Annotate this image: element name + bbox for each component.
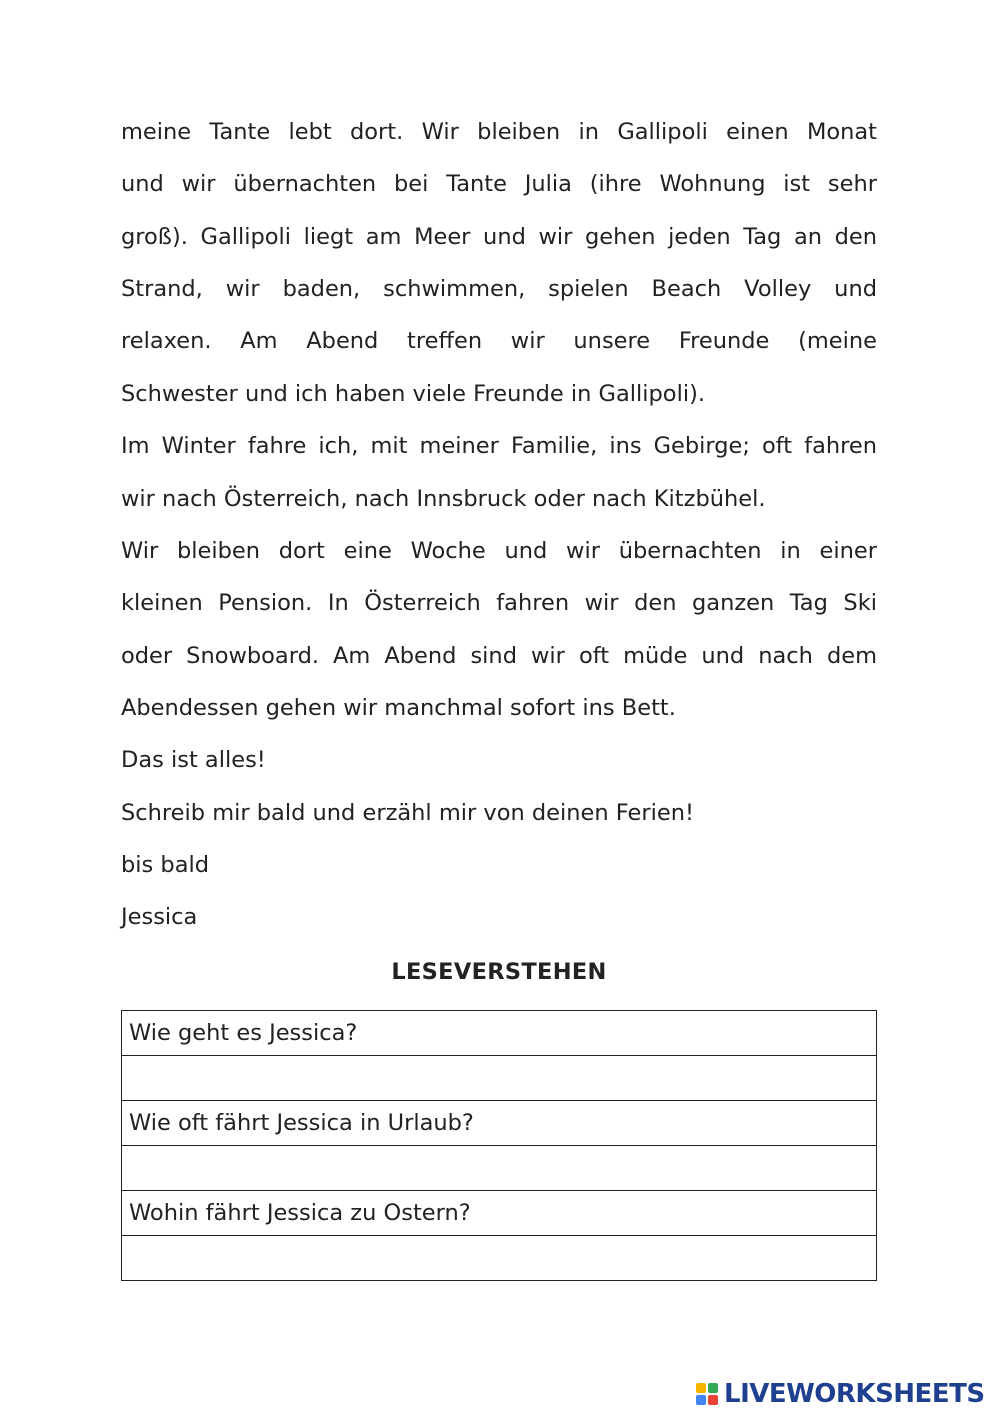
liveworksheets-logo bbox=[696, 1376, 985, 1412]
letter-line: relaxen. Am Abend treffen wir unsere Freunde (meine bbox=[121, 328, 877, 354]
section-title: LESEVERSTEHEN bbox=[391, 959, 607, 985]
letter-line: kleinen Pension. In Österreich fahren wir den ganzen Tag Ski bbox=[121, 590, 877, 616]
logo-text: LIVEWORKSHEETS bbox=[724, 1379, 985, 1409]
question-row bbox=[122, 1191, 877, 1236]
answer-field[interactable] bbox=[122, 1146, 877, 1191]
answer-row bbox=[122, 1056, 877, 1101]
letter-line: Im Winter fahre ich, mit meiner Familie, ins Gebirge; oft fahren bbox=[121, 433, 877, 459]
question-cell: Wie geht es Jessica? bbox=[122, 1011, 877, 1056]
answer-row bbox=[122, 1146, 877, 1191]
letter-line: Strand, wir baden, schwimmen, spielen Beach Volley und bbox=[121, 276, 877, 302]
letter-signature: Jessica bbox=[121, 904, 198, 930]
letter-line: Wir bleiben dort eine Woche und wir übernachten in einer bbox=[121, 538, 877, 564]
letter-line: meine Tante lebt dort. Wir bleiben in Gallipoli einen Monat bbox=[121, 119, 877, 145]
answer-row bbox=[122, 1236, 877, 1281]
liveworksheets-logo-icon bbox=[696, 1381, 722, 1407]
letter-line: Das ist alles! bbox=[121, 747, 266, 773]
question-cell: Wie oft fährt Jessica in Urlaub? bbox=[122, 1101, 877, 1146]
letter-line: wir nach Österreich, nach Innsbruck oder nach Kitzbühel. bbox=[121, 486, 766, 512]
letter-line: groß). Gallipoli liegt am Meer und wir gehen jeden Tag an den bbox=[121, 224, 877, 250]
letter-line: und wir übernachten bei Tante Julia (ihre Wohnung ist sehr bbox=[121, 171, 877, 197]
letter-line: oder Snowboard. Am Abend sind wir oft müde und nach dem bbox=[121, 643, 877, 669]
letter-line: Schreib mir bald und erzähl mir von deinen Ferien! bbox=[121, 800, 694, 826]
question-row bbox=[122, 1011, 877, 1056]
comprehension-table bbox=[121, 1010, 877, 1281]
letter-line: Schwester und ich haben viele Freunde in Gallipoli). bbox=[121, 381, 706, 407]
letter-line: Abendessen gehen wir manchmal sofort ins Bett. bbox=[121, 695, 676, 721]
answer-field[interactable] bbox=[122, 1236, 877, 1281]
answer-field[interactable] bbox=[122, 1056, 877, 1101]
letter-line: bis bald bbox=[121, 852, 210, 878]
question-cell: Wohin fährt Jessica zu Ostern? bbox=[122, 1191, 877, 1236]
question-row bbox=[122, 1101, 877, 1146]
